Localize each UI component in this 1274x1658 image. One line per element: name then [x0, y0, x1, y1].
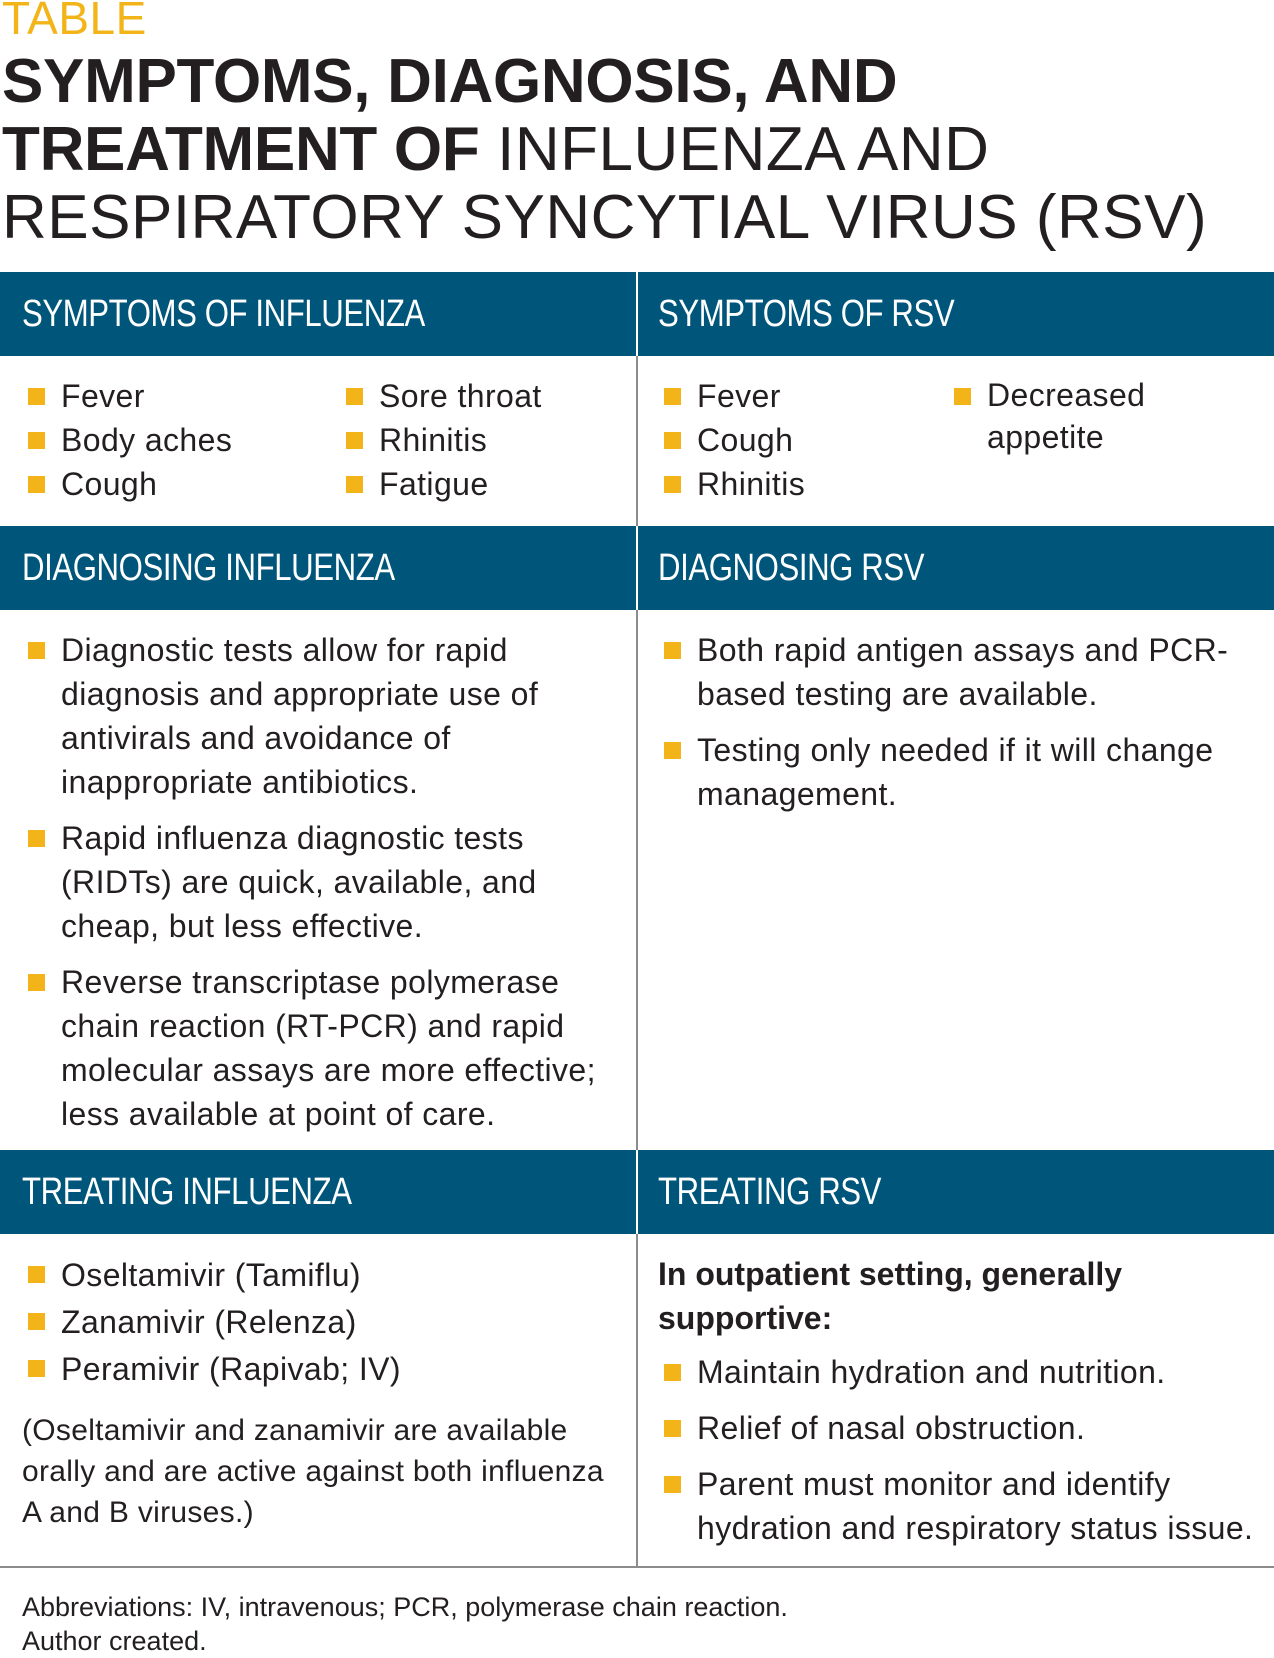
list-item: Cough [22, 462, 312, 506]
treatment-influenza-list [22, 1252, 622, 1393]
treatment-rsv-lead: In outpatient setting, generally supportive: [658, 1256, 1123, 1336]
header-diagnosing-rsv: DIAGNOSING RSV [658, 547, 925, 589]
symptoms-influenza-list-2 [340, 374, 630, 506]
footer-credit: Author created. [22, 1626, 207, 1656]
list-item: Peramivir (Rapivab; IV) [22, 1346, 622, 1393]
list-item: Oseltamivir (Tamiflu) [22, 1252, 622, 1299]
bullet-square [28, 1313, 45, 1330]
list-item: Fatigue [340, 462, 630, 506]
bullet-square [346, 388, 363, 405]
band-divider [636, 526, 638, 610]
list-item: Rapid influenza diagnostic tests (RIDTs) are quick, available, and cheap, but less effective. [22, 816, 622, 948]
header-band-symptoms [0, 272, 1274, 356]
diagnosis-influenza-list [22, 628, 622, 1148]
header-treating-influenza: TREATING INFLUENZA [22, 1171, 352, 1213]
list-item: Rhinitis [340, 418, 630, 462]
treatment-rsv-list [658, 1350, 1258, 1562]
footer-abbreviations: Abbreviations: IV, intravenous; PCR, polymerase chain reaction. [22, 1592, 788, 1622]
header-band-treatment [0, 1150, 1274, 1234]
title-line-2-bold: TREATMENT OF [2, 115, 480, 184]
title-line-3: RESPIRATORY SYNCYTIAL VIRUS (RSV) [2, 183, 1208, 252]
list-item: Parent must monitor and identify hydration and respiratory status issue. [658, 1462, 1258, 1550]
treatment-influenza-note: (Oseltamivir and zanamivir are available orally and are active against both influenza A and B viruses.) [22, 1414, 604, 1529]
bullet-square [664, 1364, 681, 1381]
list-item: Testing only needed if it will change management. [658, 728, 1248, 816]
band-divider [636, 1150, 638, 1234]
bullet-square [664, 476, 681, 493]
bullet-square [346, 432, 363, 449]
eyebrow-label: TABLE [2, 0, 147, 44]
list-item: Both rapid antigen assays and PCR-based testing are available. [658, 628, 1248, 716]
bullet-square [664, 742, 681, 759]
list-item: Diagnostic tests allow for rapid diagnosis and appropriate use of antivirals and avoidance of inappropriate antibiotics. [22, 628, 622, 804]
diagnosis-rsv-list [658, 628, 1248, 828]
page-title [2, 48, 1242, 252]
info-table [0, 272, 1274, 1568]
list-item: Cough [658, 418, 918, 462]
header-diagnosing-influenza: DIAGNOSING INFLUENZA [22, 547, 395, 589]
bullet-square [664, 642, 681, 659]
bullet-square [28, 476, 45, 493]
bullet-square [28, 974, 45, 991]
symptoms-rsv-list-2 [948, 374, 1178, 458]
bullet-square [664, 1420, 681, 1437]
list-item: Fever [658, 374, 918, 418]
bullet-square [28, 1360, 45, 1377]
symptoms-influenza-list-1 [22, 374, 312, 506]
bullet-square [28, 432, 45, 449]
title-line-1: SYMPTOMS, DIAGNOSIS, AND [2, 47, 898, 116]
header-symptoms-rsv: SYMPTOMS OF RSV [658, 293, 955, 335]
band-divider [636, 272, 638, 356]
list-item: Reverse transcriptase polymerase chain reaction (RT-PCR) and rapid molecular assays are more effective; less available at point of care. [22, 960, 622, 1136]
bullet-square [664, 432, 681, 449]
title-line-2-light: INFLUENZA AND [479, 115, 990, 184]
column-divider [636, 272, 638, 1568]
header-symptoms-influenza: SYMPTOMS OF INFLUENZA [22, 293, 425, 335]
list-item: Body aches [22, 418, 312, 462]
list-item: Fever [22, 374, 312, 418]
bullet-square [28, 388, 45, 405]
list-item: Decreased appetite [948, 374, 1178, 458]
list-item: Maintain hydration and nutrition. [658, 1350, 1258, 1394]
table-bottom-rule [0, 1566, 1274, 1568]
bullet-square [346, 476, 363, 493]
list-item: Zanamivir (Relenza) [22, 1299, 622, 1346]
symptoms-rsv-list-1 [658, 374, 918, 506]
bullet-square [664, 1476, 681, 1493]
bullet-square [28, 642, 45, 659]
list-item: Rhinitis [658, 462, 918, 506]
list-item: Sore throat [340, 374, 630, 418]
bullet-square [28, 830, 45, 847]
header-treating-rsv: TREATING RSV [658, 1171, 882, 1213]
bullet-square [954, 388, 971, 405]
header-band-diagnosis [0, 526, 1274, 610]
bullet-square [664, 388, 681, 405]
list-item: Relief of nasal obstruction. [658, 1406, 1258, 1450]
bullet-square [28, 1266, 45, 1283]
